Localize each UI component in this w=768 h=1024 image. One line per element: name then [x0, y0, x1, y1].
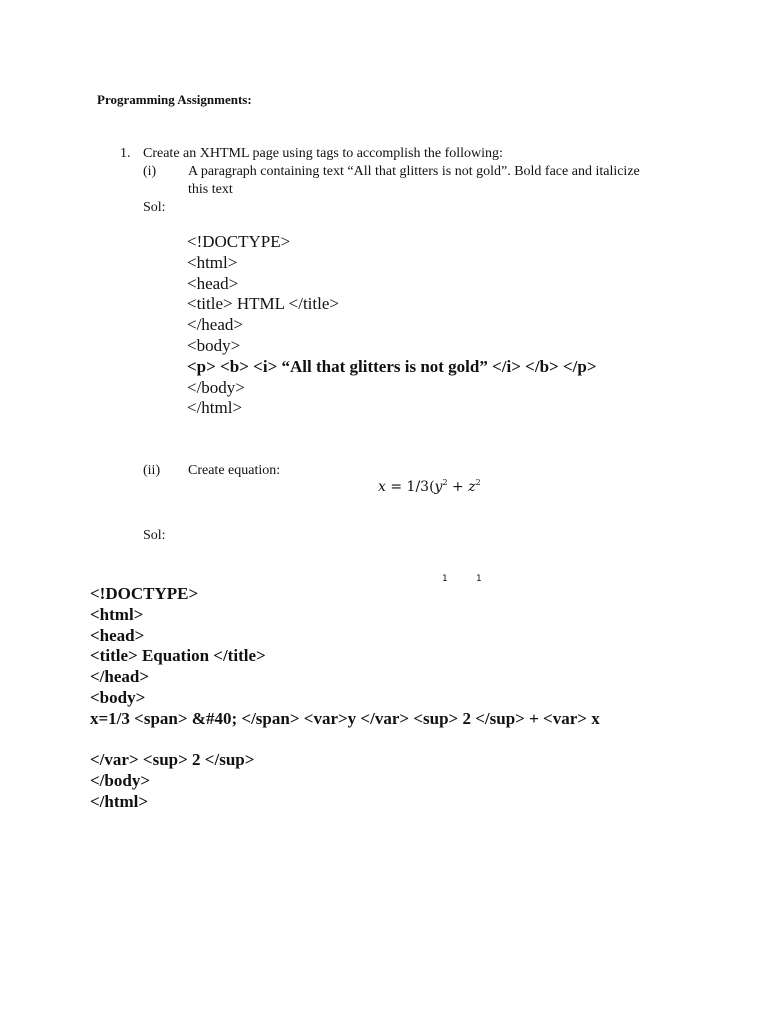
code-line: <head>: [90, 625, 145, 645]
part-i-label: (i): [143, 164, 157, 179]
part-i-text-line1: A paragraph containing text “All that glitters is not gold”. Bold face and italicize: [188, 164, 640, 179]
part-ii-label: (ii): [143, 463, 161, 478]
question-number: 1.: [120, 146, 131, 161]
code-line: x=1/3 <span> &#40; </span> <var>y </var> <sup> 2 </sup> + <var> x: [90, 708, 600, 728]
code-line: <p> <b> <i> “All that glitters is not gold” </i> </b> </p>: [187, 356, 597, 376]
part-ii-code-block: [90, 584, 600, 813]
code-line: <body>: [187, 335, 241, 355]
equation-z: z: [468, 479, 476, 495]
question-text: Create an XHTML page using tags to accomplish the following:: [143, 146, 503, 161]
part-i-text-line2: this text: [188, 182, 233, 197]
code-line: </html>: [187, 398, 243, 418]
equation-y: y: [434, 479, 443, 495]
equation: [378, 478, 481, 495]
equation-prefix: = 1/3(: [385, 479, 435, 495]
footnote-mark: 1: [476, 574, 482, 584]
code-line: </html>: [90, 791, 149, 811]
code-line: </head>: [90, 667, 150, 687]
code-line: <html>: [187, 252, 238, 272]
code-line: <!DOCTYPE>: [90, 584, 199, 603]
code-line: <title> Equation </title>: [90, 646, 266, 666]
footnote-mark: 1: [442, 574, 448, 584]
part-ii-sol-label: Sol:: [143, 528, 166, 543]
part-i-code-block: [187, 232, 597, 419]
code-line: <title> HTML </title>: [187, 294, 339, 314]
code-line: </head>: [187, 315, 243, 335]
page-heading: Programming Assignments:: [97, 92, 252, 107]
code-blank-line: [90, 730, 600, 751]
code-line: </var> <sup> 2 </sup>: [90, 750, 255, 770]
part-i-sol-label: Sol:: [143, 200, 166, 215]
equation-y-exponent: 2: [442, 478, 448, 487]
equation-plus: +: [447, 479, 469, 495]
equation-x: x: [378, 479, 386, 495]
code-line: <!DOCTYPE>: [187, 232, 291, 251]
code-line: <body>: [90, 687, 146, 707]
code-line: <head>: [187, 273, 239, 293]
code-line: <html>: [90, 604, 144, 624]
part-ii-text: Create equation:: [188, 463, 281, 478]
code-line: </body>: [90, 771, 151, 791]
code-line: </body>: [187, 377, 245, 397]
equation-z-exponent: 2: [475, 478, 481, 487]
